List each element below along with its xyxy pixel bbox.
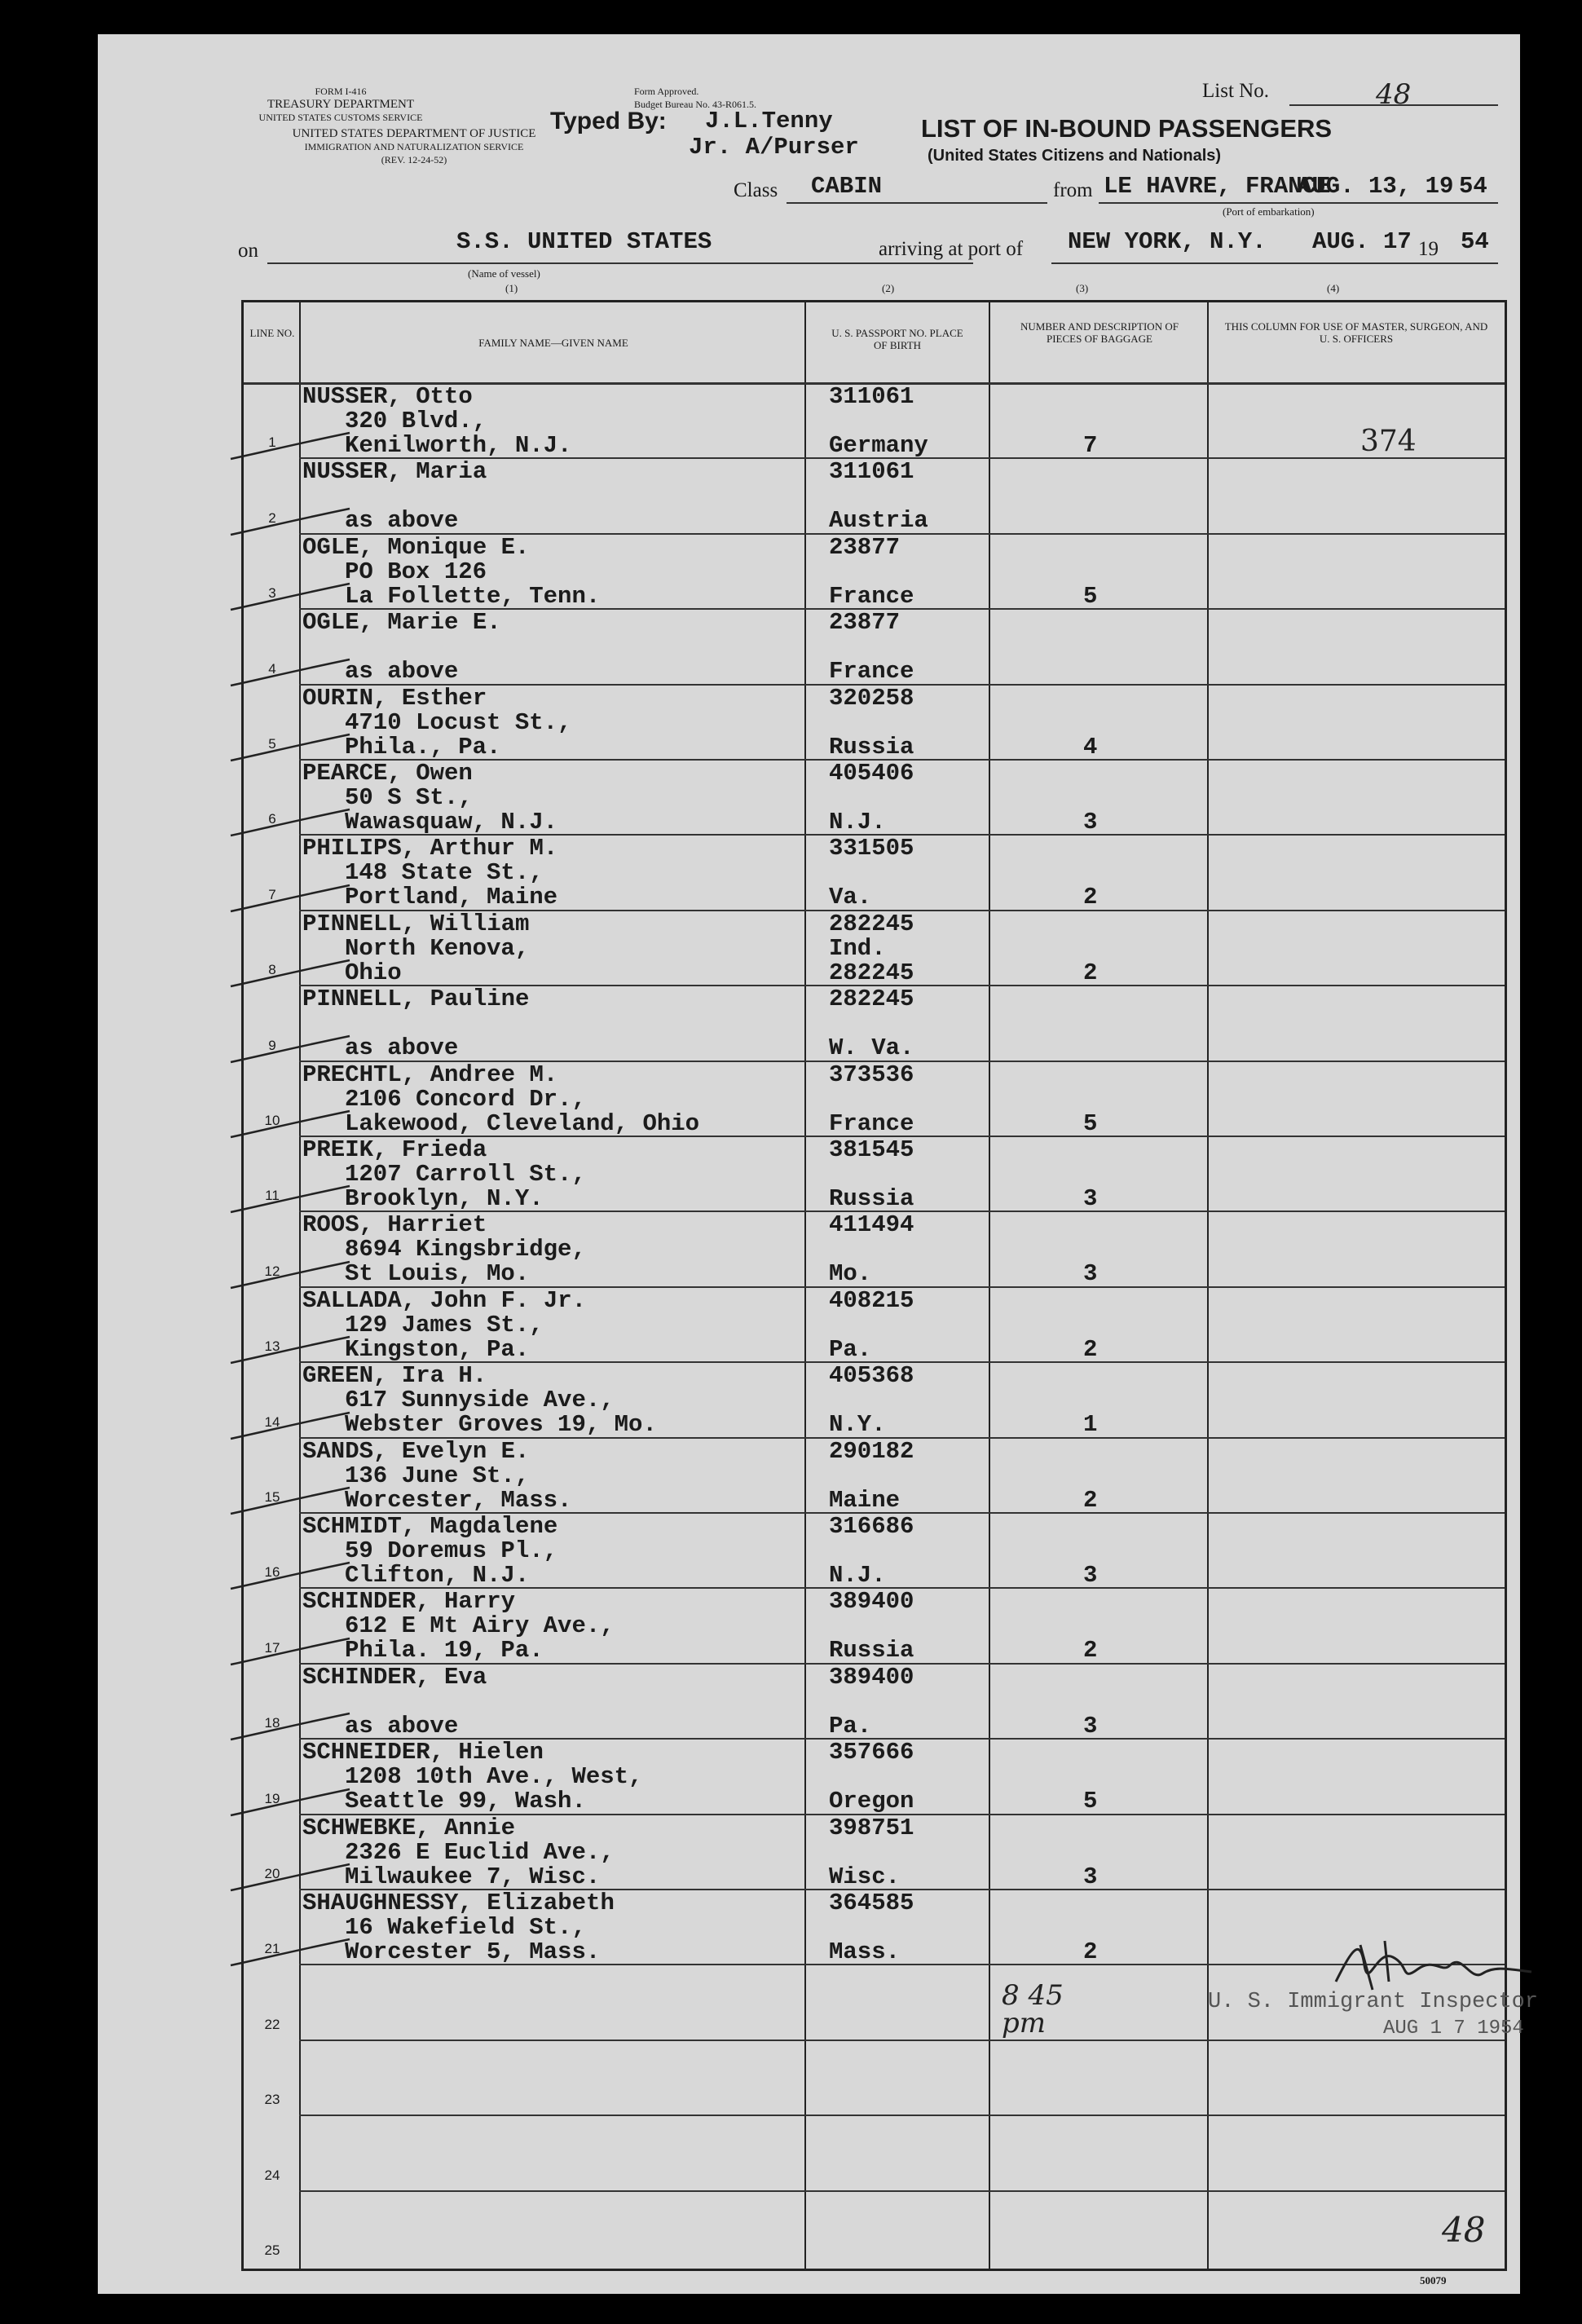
address-line-2: La Follette, Tenn. bbox=[345, 582, 601, 610]
check-mark-icon bbox=[229, 505, 351, 538]
baggage-count: 2 bbox=[1083, 959, 1098, 986]
class-underline bbox=[787, 202, 1047, 204]
inspector-signature bbox=[1328, 1933, 1540, 1998]
baggage-count: 3 bbox=[1083, 1863, 1098, 1890]
address-line-1: 136 June St., bbox=[345, 1462, 530, 1489]
check-mark-icon bbox=[229, 1183, 351, 1215]
col-header-name: FAMILY NAME—GIVEN NAME bbox=[478, 337, 628, 349]
line-number: 8 bbox=[268, 962, 276, 978]
passenger-name: SCHWEBKE, Annie bbox=[302, 1814, 516, 1841]
vessel-name: S.S. UNITED STATES bbox=[456, 228, 712, 255]
address-line-1: North Kenova, bbox=[345, 934, 530, 962]
passenger-name: PREIK, Frieda bbox=[302, 1136, 487, 1163]
passenger-name: PHILIPS, Arthur M. bbox=[302, 835, 558, 862]
officer-number: 374 bbox=[1360, 425, 1417, 458]
form-number: FORM I-416 bbox=[315, 86, 367, 97]
place-of-birth: Pa. bbox=[829, 1712, 872, 1740]
place-of-birth: W. Va. bbox=[829, 1034, 914, 1062]
justice-header bbox=[243, 127, 585, 166]
passport-number: 405368 bbox=[829, 1362, 914, 1390]
line-number: 4 bbox=[268, 660, 276, 677]
address-line-1: 8694 Kingsbridge, bbox=[345, 1236, 586, 1263]
passenger-name: SCHNEIDER, Hielen bbox=[302, 1739, 544, 1766]
place-of-birth: N.J. bbox=[829, 809, 886, 836]
check-mark-icon bbox=[229, 1033, 351, 1065]
address-line-2: as above bbox=[345, 1712, 459, 1740]
address-line-2: Phila., Pa. bbox=[345, 733, 501, 761]
from-date: AUG. 13, 19 bbox=[1298, 173, 1454, 200]
address-line-2: Kingston, Pa. bbox=[345, 1335, 530, 1363]
place-of-birth: Austria bbox=[829, 507, 928, 535]
check-mark-icon bbox=[229, 1334, 351, 1366]
baggage-count: 3 bbox=[1083, 1260, 1098, 1288]
list-title: LIST OF IN-BOUND PASSENGERS bbox=[921, 114, 1333, 143]
place-of-birth: Pa. bbox=[829, 1335, 872, 1363]
line-number: 1 bbox=[268, 434, 276, 451]
place-of-birth: Ind. bbox=[829, 934, 886, 962]
address-line-2: Worcester 5, Mass. bbox=[345, 1938, 601, 1965]
on-label: on bbox=[238, 240, 258, 262]
passport-number: 398751 bbox=[829, 1814, 914, 1841]
line-number: 14 bbox=[264, 1413, 280, 1430]
check-mark-icon bbox=[229, 731, 351, 764]
passenger-name: ROOS, Harriet bbox=[302, 1211, 487, 1239]
baggage-count: 5 bbox=[1083, 1788, 1098, 1815]
passport-number: 311061 bbox=[829, 383, 914, 410]
from-port: LE HAVRE, FRANCE bbox=[1104, 173, 1331, 200]
baggage-count: 3 bbox=[1083, 1185, 1098, 1212]
baggage-count: 7 bbox=[1083, 432, 1098, 459]
check-mark-icon bbox=[229, 957, 351, 990]
place-of-birth: N.Y. bbox=[829, 1411, 886, 1439]
check-mark-icon bbox=[229, 656, 351, 689]
passenger-name: PINNELL, Pauline bbox=[302, 986, 530, 1013]
ins-service: IMMIGRATION AND NATURALIZATION SERVICE bbox=[304, 141, 524, 152]
check-mark-icon bbox=[229, 1936, 351, 1969]
class-label: Class bbox=[734, 179, 778, 201]
address-line-2: Portland, Maine bbox=[345, 884, 558, 911]
row-divider bbox=[299, 2190, 1505, 2192]
address-line-1: PO Box 126 bbox=[345, 558, 487, 585]
baggage-count: 2 bbox=[1083, 1486, 1098, 1514]
time-note: 8 45 pm bbox=[1002, 1979, 1064, 2040]
address-line-1: 50 S St., bbox=[345, 784, 473, 811]
line-number: 7 bbox=[268, 886, 276, 902]
typed-by-name: J.L.Tenny bbox=[705, 108, 833, 135]
line-number: 24 bbox=[264, 2167, 280, 2183]
list-no-label: List No. bbox=[1202, 80, 1269, 102]
place-of-birth: Maine bbox=[829, 1486, 901, 1514]
budget-bureau: Budget Bureau No. 43-R061.5. bbox=[634, 99, 756, 110]
passenger-name: SHAUGHNESSY, Elizabeth bbox=[302, 1890, 615, 1916]
check-mark-icon bbox=[229, 1861, 351, 1894]
check-mark-icon bbox=[229, 882, 351, 915]
line-number: 6 bbox=[268, 811, 276, 827]
form-revision: (REV. 12-24-52) bbox=[381, 154, 447, 165]
check-mark-icon bbox=[229, 1259, 351, 1291]
port-underline bbox=[1051, 262, 1498, 264]
line-number: 17 bbox=[264, 1639, 280, 1656]
address-line-2: Webster Groves 19, Mo. bbox=[345, 1411, 657, 1439]
justice-dept: UNITED STATES DEPARTMENT OF JUSTICE bbox=[292, 127, 536, 140]
passport-number: 364585 bbox=[829, 1890, 914, 1916]
from-label: from bbox=[1053, 179, 1093, 201]
agency-header bbox=[235, 85, 447, 124]
from-underline bbox=[1099, 202, 1498, 204]
line-number: 5 bbox=[268, 736, 276, 752]
passenger-table bbox=[241, 300, 1539, 2271]
line-number: 16 bbox=[264, 1564, 280, 1581]
place-of-birth: France bbox=[829, 1109, 914, 1137]
column-number-4: (4) bbox=[1327, 282, 1340, 294]
line-number: 18 bbox=[264, 1715, 280, 1731]
vessel-underline bbox=[267, 262, 973, 264]
passport-number: 311061 bbox=[829, 458, 914, 486]
passport-number: 405406 bbox=[829, 760, 914, 787]
passport-number-2: 282245 bbox=[829, 959, 914, 986]
arrival-century: 19 bbox=[1418, 238, 1439, 260]
address-line-1: 2106 Concord Dr., bbox=[345, 1085, 586, 1113]
address-line-2: Lakewood, Cleveland, Ohio bbox=[345, 1109, 700, 1137]
line-number: 10 bbox=[264, 1113, 280, 1128]
line-number: 20 bbox=[264, 1866, 280, 1881]
form-approved: Form Approved. bbox=[634, 86, 699, 97]
passport-number: 320258 bbox=[829, 684, 914, 712]
line-number: 22 bbox=[264, 2016, 280, 2032]
column-number-3: (3) bbox=[1076, 282, 1089, 294]
address-line-2: Worcester, Mass. bbox=[345, 1486, 572, 1514]
address-line-1: 2326 E Euclid Ave., bbox=[345, 1838, 615, 1866]
line-number: 13 bbox=[264, 1338, 280, 1355]
address-line-2: Clifton, N.J. bbox=[345, 1562, 530, 1589]
address-line-1: 59 Doremus Pl., bbox=[345, 1537, 558, 1564]
check-mark-icon bbox=[229, 1108, 351, 1140]
line-number: 23 bbox=[264, 2092, 280, 2108]
passenger-name: OGLE, Marie E. bbox=[302, 609, 501, 637]
from-year: 54 bbox=[1459, 173, 1487, 200]
footer-code: 50079 bbox=[1420, 2274, 1447, 2287]
line-number: 9 bbox=[268, 1037, 276, 1053]
passenger-name: OURIN, Esther bbox=[302, 684, 487, 712]
typed-by-title: Jr. A/Purser bbox=[689, 134, 859, 161]
address-line-2: Brooklyn, N.Y. bbox=[345, 1185, 544, 1212]
baggage-count: 2 bbox=[1083, 1938, 1098, 1965]
passport-number: 316686 bbox=[829, 1513, 914, 1540]
place-of-birth: Wisc. bbox=[829, 1863, 901, 1890]
list-subtitle: (United States Citizens and Nationals) bbox=[928, 147, 1222, 165]
col-header-line: LINE NO. bbox=[249, 327, 295, 339]
address-line-2: Milwaukee 7, Wisc. bbox=[345, 1863, 601, 1890]
passport-number: 389400 bbox=[829, 1588, 914, 1616]
passenger-name: OGLE, Monique E. bbox=[302, 533, 530, 561]
passenger-manifest-page bbox=[98, 34, 1539, 2294]
baggage-count: 3 bbox=[1083, 1562, 1098, 1589]
address-line-2: Phila. 19, Pa. bbox=[345, 1637, 544, 1665]
place-of-birth: France bbox=[829, 658, 914, 686]
passenger-name: PEARCE, Owen bbox=[302, 760, 473, 787]
arrival-port: NEW YORK, N.Y. bbox=[1068, 228, 1267, 255]
arrival-date: AUG. 17 bbox=[1312, 228, 1412, 255]
check-mark-icon bbox=[229, 580, 351, 613]
baggage-count: 5 bbox=[1083, 1109, 1098, 1137]
passport-number: 331505 bbox=[829, 835, 914, 862]
passenger-name: SCHINDER, Harry bbox=[302, 1588, 516, 1616]
address-line-1: 148 State St., bbox=[345, 859, 544, 887]
place-of-birth: N.J. bbox=[829, 1562, 886, 1589]
arriving-label: arriving at port of bbox=[879, 238, 1024, 260]
address-line-2: St Louis, Mo. bbox=[345, 1260, 530, 1288]
inspector-stamp-date: AUG 1 7 1954 bbox=[1383, 2018, 1524, 2040]
passport-number: 381545 bbox=[829, 1136, 914, 1163]
check-mark-icon bbox=[229, 1484, 351, 1517]
address-line-1: 1207 Carroll St., bbox=[345, 1161, 586, 1188]
address-line-2: Ohio bbox=[345, 959, 402, 986]
address-line-2: as above bbox=[345, 1034, 459, 1062]
embarkation-caption: (Port of embarkation) bbox=[1223, 205, 1315, 218]
passport-number: 23877 bbox=[829, 609, 901, 637]
address-line-1: 320 Blvd., bbox=[345, 408, 487, 434]
check-mark-icon bbox=[229, 1409, 351, 1442]
column-number-1: (1) bbox=[505, 282, 518, 294]
col-header-passport: U. S. PASSPORT NO. PLACE OF BIRTH bbox=[831, 327, 963, 351]
check-mark-icon bbox=[229, 1710, 351, 1743]
passenger-name: SANDS, Evelyn E. bbox=[302, 1437, 530, 1465]
arrival-year: 54 bbox=[1461, 228, 1489, 255]
baggage-count: 2 bbox=[1083, 1637, 1098, 1665]
line-number: 11 bbox=[265, 1188, 280, 1204]
row-divider bbox=[299, 2040, 1505, 2041]
place-of-birth: France bbox=[829, 582, 914, 610]
col-header-officers: THIS COLUMN FOR USE OF MASTER, SURGEON, AND U. S. OFFICERS bbox=[1224, 320, 1488, 345]
baggage-count: 3 bbox=[1083, 1712, 1098, 1740]
place-of-birth: Russia bbox=[829, 733, 914, 761]
address-line-2: Seattle 99, Wash. bbox=[345, 1788, 586, 1815]
line-number: 21 bbox=[264, 1941, 280, 1957]
row-divider bbox=[299, 2115, 1505, 2116]
place-of-birth: Mo. bbox=[829, 1260, 872, 1288]
passport-number: 373536 bbox=[829, 1061, 914, 1088]
passport-number: 23877 bbox=[829, 533, 901, 561]
passport-number: 408215 bbox=[829, 1286, 914, 1314]
passenger-name: SCHINDER, Eva bbox=[302, 1663, 487, 1691]
passport-number: 411494 bbox=[829, 1211, 914, 1239]
passenger-name: NUSSER, Otto bbox=[302, 383, 473, 410]
address-line-1: 4710 Locust St., bbox=[345, 708, 572, 736]
corner-note: 48 bbox=[1442, 2210, 1486, 2250]
baggage-count: 1 bbox=[1083, 1411, 1098, 1439]
line-number: 15 bbox=[264, 1489, 280, 1505]
place-of-birth: Oregon bbox=[829, 1788, 914, 1815]
passenger-name: SCHMIDT, Magdalene bbox=[302, 1513, 558, 1540]
vessel-caption: (Name of vessel) bbox=[468, 267, 540, 280]
line-number: 2 bbox=[268, 509, 276, 526]
place-of-birth: Russia bbox=[829, 1185, 914, 1212]
baggage-count: 4 bbox=[1083, 733, 1098, 761]
line-number: 19 bbox=[264, 1790, 280, 1806]
passenger-name: NUSSER, Maria bbox=[302, 458, 487, 486]
baggage-count: 5 bbox=[1083, 582, 1098, 610]
passport-number: 282245 bbox=[829, 910, 914, 937]
line-number: 25 bbox=[264, 2242, 280, 2258]
place-of-birth: Va. bbox=[829, 884, 872, 911]
customs-service: UNITED STATES CUSTOMS SERVICE bbox=[258, 112, 423, 123]
check-mark-icon bbox=[229, 1559, 351, 1592]
line-number: 3 bbox=[268, 585, 276, 602]
treasury-dept: TREASURY DEPARTMENT bbox=[267, 98, 415, 111]
address-line-2: Kenilworth, N.J. bbox=[345, 432, 572, 459]
typed-by-label: Typed By: bbox=[550, 108, 667, 135]
check-mark-icon bbox=[229, 1635, 351, 1668]
address-line-2: Wawasquaw, N.J. bbox=[345, 809, 558, 836]
passport-number: 357666 bbox=[829, 1739, 914, 1766]
baggage-count: 3 bbox=[1083, 809, 1098, 836]
column-number-2: (2) bbox=[882, 282, 895, 294]
address-line-1: 16 Wakefield St., bbox=[345, 1914, 586, 1941]
place-of-birth: Russia bbox=[829, 1637, 914, 1665]
passport-number: 290182 bbox=[829, 1437, 914, 1465]
passport-number: 282245 bbox=[829, 986, 914, 1013]
passenger-name: GREEN, Ira H. bbox=[302, 1362, 487, 1390]
address-line-1: 1208 10th Ave., West, bbox=[345, 1763, 643, 1791]
place-of-birth: Germany bbox=[829, 432, 928, 459]
baggage-count: 2 bbox=[1083, 1335, 1098, 1363]
col-header-baggage: NUMBER AND DESCRIPTION OF PIECES OF BAGGAGE bbox=[1020, 320, 1179, 345]
address-line-1: 617 Sunnyside Ave., bbox=[345, 1387, 615, 1414]
address-line-2: as above bbox=[345, 507, 459, 535]
inspector-stamp-title: U. S. Immigrant Inspector bbox=[1208, 1990, 1539, 2014]
check-mark-icon bbox=[229, 430, 351, 462]
passenger-name: PINNELL, William bbox=[302, 910, 530, 937]
address-line-1: 129 James St., bbox=[345, 1311, 544, 1338]
class-value: CABIN bbox=[811, 173, 883, 200]
check-mark-icon bbox=[229, 806, 351, 839]
place-of-birth: Mass. bbox=[829, 1938, 901, 1965]
passport-number: 389400 bbox=[829, 1663, 914, 1691]
address-line-1: 612 E Mt Airy Ave., bbox=[345, 1612, 615, 1640]
check-mark-icon bbox=[229, 1786, 351, 1819]
passenger-name: PRECHTL, Andree M. bbox=[302, 1061, 558, 1088]
address-line-2: as above bbox=[345, 658, 459, 686]
baggage-count: 2 bbox=[1083, 884, 1098, 911]
passenger-name: SALLADA, John F. Jr. bbox=[302, 1286, 587, 1314]
line-number: 12 bbox=[264, 1263, 280, 1279]
list-no-value: 48 bbox=[1376, 78, 1412, 111]
